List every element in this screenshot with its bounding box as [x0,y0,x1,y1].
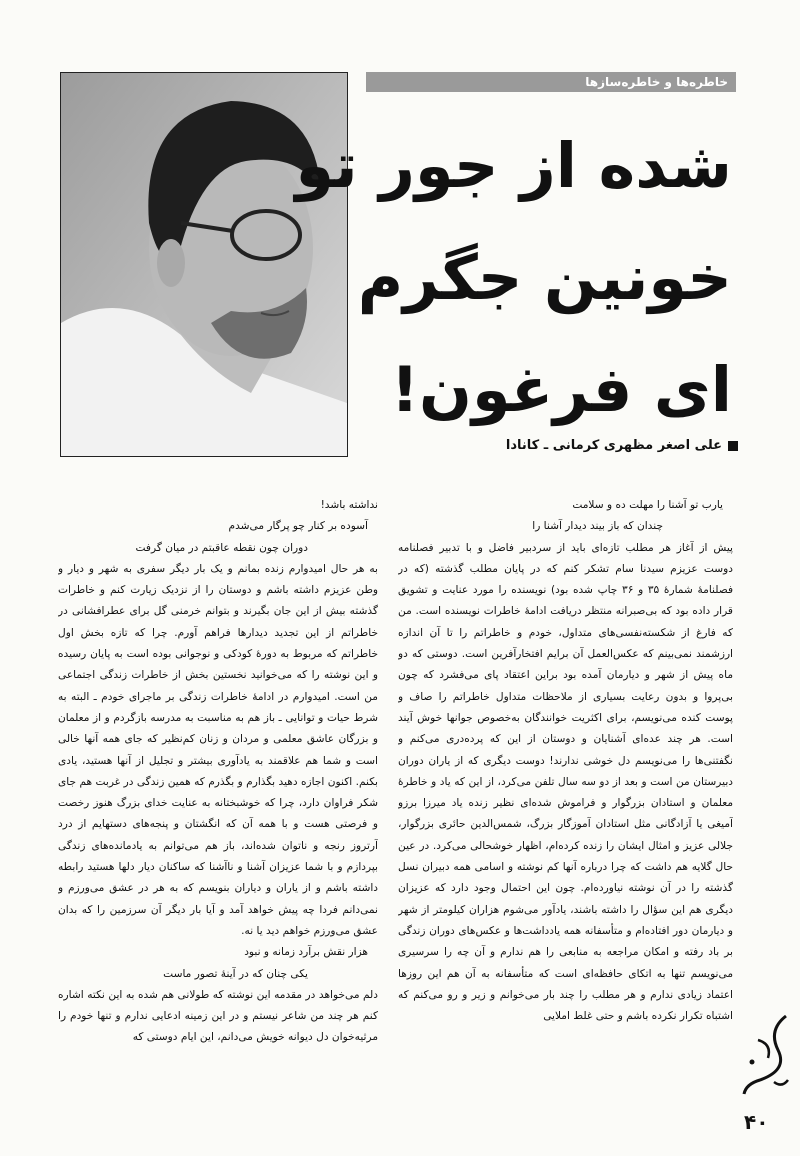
author-name: علی اصغر مظهری کرمانی ـ کانادا [505,438,722,453]
text-column-right [398,495,733,1095]
verse-line: چندان که باز بیند دیدار آشنا را [532,520,663,533]
verse-line: یارب تو آشنا را مهلت ده و سلامت [572,499,723,511]
text-column-left [58,495,378,1120]
body-paragraph: نداشته باشد! [320,499,378,511]
body-paragraph: به هر حال امیدوارم زنده بمانم و یک بار دیگر سفری به شهر و دیار و وطن عزیزم داشته باشم و دوستان را از نزدیک زیارت کنم و خاطرات گذشته بیش از این جان بگیرند و بتوانم خرمنی گل برای عطرافشانی در خاطراتم از این تجدید دیدارها فراهم آورم. چرا که تازه بخش اول خاطراتم که مربوط به دورهٔ کودکی و نوجوانی بوده است به پایان رسیده و این نوشته را که می‌خوانید نخستین بخش از خاطرات زندگی اجتماعی من است. امیدوارم در ادامهٔ خاطرات زندگی بر ماجرای خودم ـ البته به شرط حیات و توانایی ـ باز هم به مناسبت به مدرسه بازگردم و از معلمان و بزرگان عاشق معلمی و مردان و زنان کم‌نظیر که جای همه آنها خالی است و شما هم علاقمند به یادآوری بیشتر و تجلیل از آنها هستید، یادی بکنم. اکنون اجازه دهید بگذارم و بگذرم که همین زندگی در غربت هم جای شکر فراوان دارد، چرا که خوشبختانه به عنایت خدای بزرگ هنوز رخصت و فرصتی هست و با همه آن که انگشتان و پنجه‌های دستهایم از درد آرتروز رنجه و ناتوان شده‌اند، باز هم می‌توانم به یادمانده‌های زندگی بپردازم و با شما عزیزان آشنا و ناآشنا که ساکنان دیار دلها هستید رابطه داشته باشم و از یاران و دیاران بنویسم که به هر در عشق می‌ورزم و نمی‌دانم فردا چه پیش خواهد آمد و آیا بار دیگر آن سرزمین را که بدان عشق می‌ورزم خواهم دید یا نه. [58,562,378,937]
body-paragraph: پیش از آغاز هر مطلب تازه‌ای باید از سردبیر فاضل و با تدبیر فصلنامه دوست عزیزم سیدنا سام تشکر کنم که در پایان مطلب گذشته (که در فصلنامهٔ شمارهٔ ۳۵ و ۳۶ چاپ شده بود) نویسنده را مورد عنایت و تشویق قرار داده بود که بی‌صبرانه منتظر دریافت ادامهٔ خاطرات نویسنده است. من که فارغ از شکسته‌نفسی‌های متداول، خودم و خاطراتم را تا آن اندازه ارزشمند نمی‌بینم که عکس‌العمل آن برایم افتخارآفرین است. دوستی که دو ماه پیش از شهر و دیارمان آمده بود براین اعتقاد پای می‌فشرد که چون بی‌پروا و بدون رعایت بسیاری از ملاحظات متداول خاطراتم را صاف و پوست کنده می‌نویسم، برای اکثریت خوانندگان به‌خصوص جوانها خوش آیند است. هر چند عده‌ای آشنایان و دوستان از این که پرده‌دری می‌کنم و نگفتنی‌ها را می‌نویسم دل خوشی ندارند! دوست دیگری که از یاران دوران دبیرستان من است و بعد از دو سه سال تلفن می‌کرد، از این که یاد و خاطرهٔ معلمان و استادان بزرگوار و فراموش شده‌ای نظیر زنده یاد میرزا برزو آمیغی یا آزادگانی مثل استادان آموزگار بزرگ، شمس‌الدین حائری بزرگوار، جلالی عزیز و امثال ایشان را زنده کرده‌ام، اظهار خوشحالی می‌کرد. در عین حال گلایه هم داشت که چرا درباره آنها کم نوشته و اسامی همه دبیران نسل گذشته را در آن نوشته نیاورده‌ام. چون این احتمال وجود دارد که عزیزان دیگری هم این سؤال را داشته باشند، یادآور می‌شوم هزاران کیلومتر از شهر و دیارمان دور افتاده‌ام و متأسفانه همه یادداشت‌ها و عکس‌های دوران زندگی بر باد رفته و امکان مراجعه به منابعی را هم ندارم و آن چه را سرسیری می‌نویسم تنها به اتکای حافظه‌ای است که متأسفانه به آن هم این روزها اعتماد زیادی ندارم و هر مطلب را چند بار می‌خوانم و زیر و رو می‌کنم که اشتباه تکرار نکرده باشم و حتی غلط املایی [398,541,733,1023]
verse-line: یکی چنان که در آینهٔ تصور ماست [163,967,308,980]
verse-line: دوران چون نقطه عاقبتم در میان گرفت [135,541,308,554]
title-line-1: شده از جور تو [295,129,732,202]
bullet-square-icon [728,441,738,451]
title-line-2: خونین جگرم [357,241,732,314]
verse-line: آسوده بر کنار چو پرگار می‌شدم [228,520,368,533]
title-line-3: ای فرغون! [390,353,732,426]
byline [366,438,738,453]
body-paragraph: دلم می‌خواهد در مقدمه این نوشته که طولانی هم شده به این نکته اشاره کنم هر چند من شاعر نیستم و در این زمینه ادعایی ندارم و تنها خودم را مرثیه‌خوان دل دیوانه خویش می‌دانم، این ایام دوستی که [58,988,378,1044]
section-label: خاطره‌ها و خاطره‌سازها [366,72,736,92]
kerman-logo [738,1010,796,1100]
page-number: ۴۰ [744,1110,769,1134]
article-title [295,110,732,446]
verse-line: هزار نقش برآرد زمانه و نبود [244,946,368,959]
